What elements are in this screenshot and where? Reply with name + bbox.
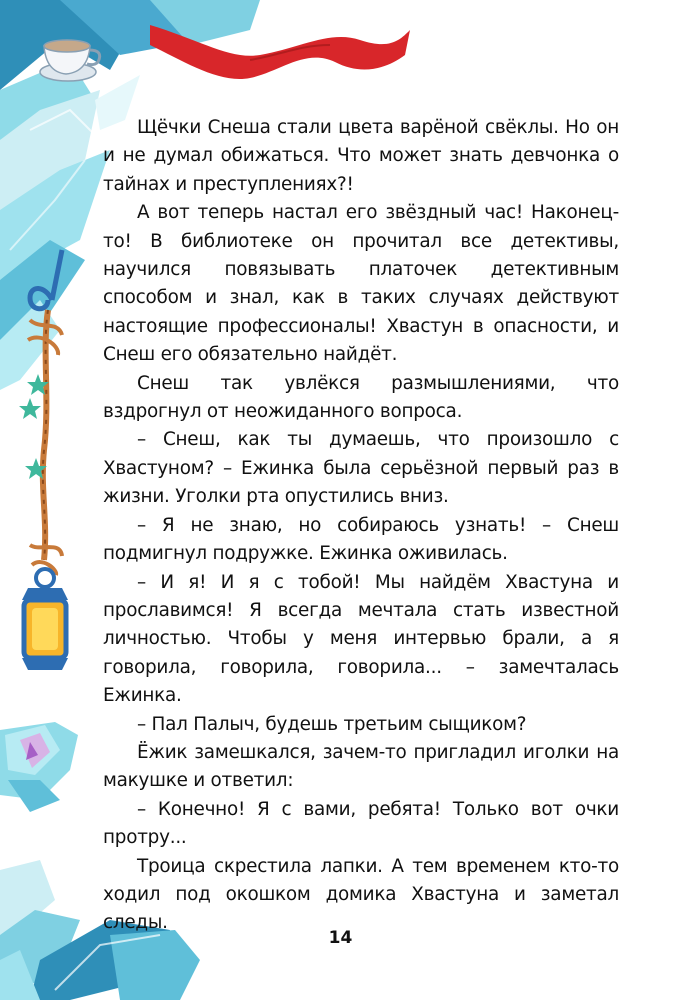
- page-number: 14: [328, 928, 353, 948]
- paragraph-8: Ёжик замешкался, зачем-то пригладил иголки на макушке и ответил:: [103, 741, 619, 792]
- paragraph-1: Щёчки Снеша стали цвета варёной свёклы. Но он и не думал обижаться. Что может знать девчонка о тайнах и преступлениях?!: [103, 117, 619, 195]
- lantern-icon: [22, 569, 68, 670]
- paragraph-9: – Конечно! Я с вами, ребята! Только вот очки протру...: [103, 798, 619, 849]
- paragraph-4: – Снеш, как ты думаешь, что произошло с Хвастуном? – Ежинка была серьёзной первый раз в жизни. Уголки рта опустились вниз.: [103, 429, 619, 508]
- paragraph-6: – И я! И я с тобой! Мы найдём Хвастуна и прославимся! Я всегда мечтала стать известной личностью. Чтобы у меня интервью брали, а я говорила, говорила, говорила... – замечталась Ежинка.: [103, 571, 619, 707]
- paragraph-2: А вот теперь настал его звёздный час! Наконец-то! В библиотеке он прочитал все детективы, научился повязывать платочек детективным способом и знал, как в таких случаях действуют настоящие профессионалы! Хвастун в опасности, и Снеш его обязательно найдёт.: [103, 202, 619, 366]
- paragraph-3: Снеш так увлёкся размышлениями, что вздрогнул от неожиданного вопроса.: [103, 372, 619, 423]
- story-text: [103, 114, 619, 938]
- paragraph-10: Троица скрестила лапки. А тем временем кто-то ходил под окошком домика Хвастуна и заметал следы.: [103, 855, 619, 934]
- crystal-flower-icon: [0, 722, 78, 812]
- paragraph-5: – Я не знаю, но собираюсь узнать! – Снеш подмигнул подружке. Ежинка оживилась.: [103, 514, 619, 565]
- paragraph-7: – Пал Палыч, будешь третьим сыщиком?: [137, 713, 527, 735]
